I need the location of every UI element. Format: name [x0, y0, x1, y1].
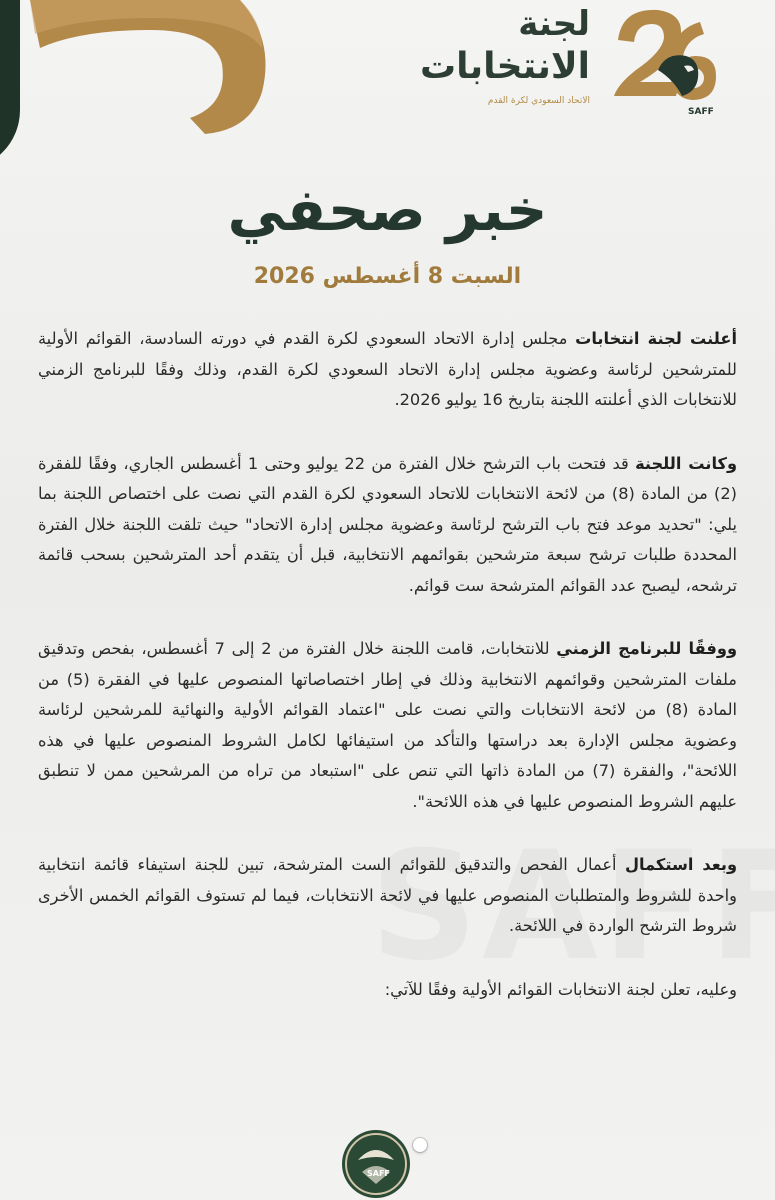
saff-emblem-icon	[336, 1120, 416, 1200]
paragraph-4-text: أعمال الفحص والتدقيق للقوائم الست المترشحة، تبين للجنة استيفاء قائمة انتخابية واحدة للشروط والمتطلبات المنصوص عليها في لائحة الانتخابات، فيما لم تستوف القوائم الخمس الأخرى شروط الترشح الواردة في اللائحة.	[38, 855, 737, 935]
election-committee-logo	[420, 0, 720, 120]
logo-badge-text: SAFF	[688, 107, 714, 117]
paragraph-3-lead: ووفقًا للبرنامج الزمني	[556, 639, 738, 658]
paragraph-2	[38, 449, 737, 602]
page-indicator-dot-icon[interactable]	[413, 1138, 427, 1152]
paragraph-4	[38, 850, 737, 942]
corner-decoration-gold	[0, 0, 300, 150]
page-title: خبر صحفي	[227, 176, 548, 244]
paragraph-5	[38, 975, 737, 1006]
paragraph-1-lead: أعلنت لجنة انتخابات	[575, 329, 737, 348]
footer-logo-badge-text: SAFF	[367, 1169, 390, 1178]
paragraph-3-text: للانتخابات، قامت اللجنة خلال الفترة من 2 إلى 7 أغسطس، بفحص وتدقيق ملفات المترشحين وقوائمهم الانتخابية وذلك في إطار اختصاصاتها المنصوص عليها في الفقرة (5) من المادة (8) من لائحة الانتخابات والتي نصت على "اعتماد القوائم الأولية والنهائية للمرشحين لرئاسة وعضوية مجلس الإدارة بعد دراستها والتأكد من استيفائها لكامل الشروط المنصوص عليها في هذه اللائحة"، والفقرة (7) من المادة ذاتها التي تنص على "استبعاد من تراه من المرشحين ممن لا تنطبق عليهم الشروط المنصوص عليها في هذه اللائحة".	[38, 639, 737, 811]
paragraph-4-lead: وبعد استكمال	[624, 855, 738, 874]
logo-title-line1: لجنة	[518, 4, 590, 44]
saff-26-logo-icon	[600, 0, 720, 120]
paragraph-5-text: وعليه، تعلن لجنة الانتخابات القوائم الأولية وفقًا للآتي:	[384, 979, 737, 999]
paragraph-3	[38, 634, 737, 817]
page-indicator[interactable]	[413, 1138, 427, 1152]
article-body	[38, 324, 737, 1038]
paragraph-1	[38, 324, 737, 416]
publication-date: السبت 8 أغسطس 2026	[253, 264, 522, 289]
logo-title-line2: الانتخابات	[419, 46, 590, 87]
paragraph-2-text: قد فتحت باب الترشح خلال الفترة من 22 يوليو وحتى 1 أغسطس الجاري، وفقًا للفقرة (2) من المادة (8) من لائحة الانتخابات للاتحاد السعودي لكرة القدم التي نصت على اختصاص اللجنة بما يلي: "تحديد موعد فتح باب الترشح لرئاسة وعضوية مجلس إدارة الاتحاد" حيث تلقت اللجنة خلال الفترة المحددة طلبات ترشح سبعة مترشحين بقوائمهم الانتخابية، قبل أن يتقدم أحد المترشحين بسحب قائمة ترشحه، ليصبح عدد القوائم المترشحة ست قوائم.	[38, 453, 737, 595]
logo-subtitle: الاتحاد السعودي لكرة القدم	[487, 96, 590, 106]
paragraph-2-lead: وكانت اللجنة	[635, 453, 737, 473]
paragraph-1-text: مجلس إدارة الاتحاد السعودي لكرة القدم في دورته السادسة، القوائم الأولية للمترشحين لرئاسة وعضوية مجلس إدارة الاتحاد السعودي لكرة القدم، وذلك وفقًا للبرنامج الزمني للانتخابات الذي أعلنته اللجنة بتاريخ 16 يوليو 2026.	[38, 329, 737, 409]
